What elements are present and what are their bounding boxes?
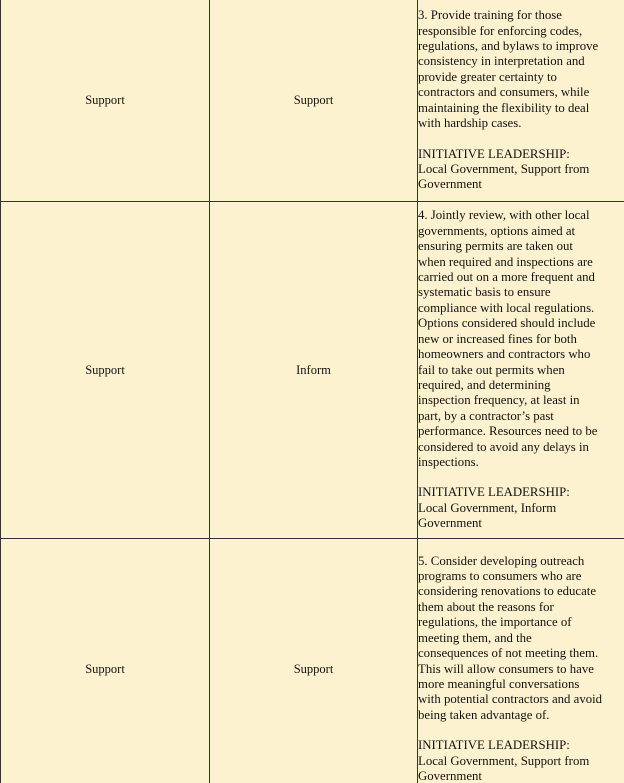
role-cell: Support [210,539,418,783]
initiative-description: 3. Provide training for those responsible for enforcing codes, regulations, and bylaws to improve consistency in interpretation and provide greater certainty to contractors and consumers, while maintaining the flexibility to deal with hardship cases. [418,8,599,131]
initiative-cell [418,539,624,783]
table-row [1,0,624,202]
initiative-leadership-label: INITIATIVE LEADERSHIP: [418,485,570,500]
initiative-cell [418,0,624,202]
table-row [1,202,624,539]
support-level-cell: Support [1,202,210,539]
table-row [1,539,624,783]
initiative-leadership-label: INITIATIVE LEADERSHIP: [418,146,570,161]
role-cell: Support [210,0,418,202]
initiative-cell [418,202,624,539]
initiative-leadership-label: INITIATIVE LEADERSHIP: [418,738,570,753]
support-level-cell: Support [1,539,210,783]
support-level-cell: Support [1,0,210,202]
role-cell: Inform [210,202,418,539]
initiative-description: 4. Jointly review, with other local governments, options aimed at ensuring permits are taken out when required and inspections are carried out on a more frequent and systematic basis to ensure compliance with local regulations. Options considered should include new or increased fines for both homeowners and contractors who fail to take out permits when required, and determining inspection frequency, at least in part, by a contractor’s past performance. Resources need to be considered to avoid any delays in inspections. [418,208,598,469]
initiative-description: 5. Consider developing outreach programs to consumers who are considering renovations to educate them about the reasons for regulations, the importance of meeting them, and the consequences of not meeting them. This will allow consumers to have more meaningful conversations with potential contractors and avoid being taken advantage of. [418,553,603,722]
initiative-leadership-value: Local Government, Support from Government [418,753,590,783]
initiative-leadership-value: Local Government, Inform Government [418,500,557,531]
initiative-leadership-value: Local Government, Support from Government [418,161,590,192]
